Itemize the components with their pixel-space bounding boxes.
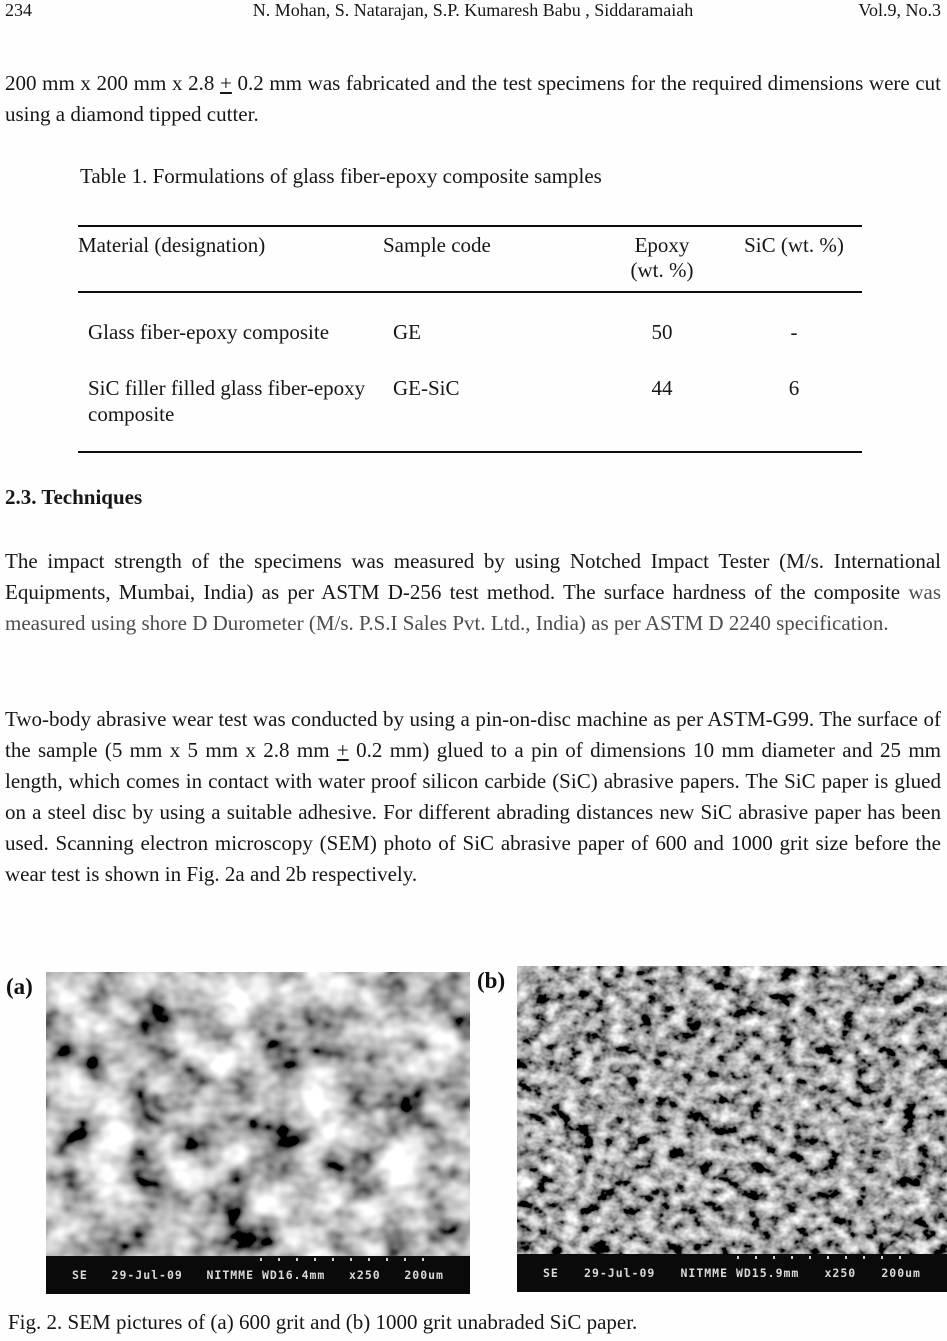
table-row [78,347,862,452]
sem-detector: SE [543,1266,559,1280]
figure-caption: Fig. 2. SEM pictures of (a) 600 grit and (b) 1000 grit unabraded SiC paper. [8,1310,638,1334]
subfigure-label-b: (b) [477,968,506,993]
figure-2 [0,966,947,1298]
table-row [78,292,862,347]
sem-image-600-grit [46,972,470,1294]
sem-micrograph-b [517,966,947,1254]
table-caption: Table 1. Formulations of glass fiber-epoxy composite samples [80,164,602,188]
col-header-epoxy-unit: (wt. %) [630,258,694,282]
sem-scale-ticks [260,1258,440,1261]
col-header-sic [726,226,862,292]
cell-epoxy-1: 50 [651,320,673,344]
table-header-row [78,226,862,292]
sem-stage-info: NITMME WD16.4mm [206,1268,326,1282]
paragraph-wear-test [5,704,941,890]
plus-minus-symbol: + [220,71,232,95]
col-header-epoxy [598,226,726,292]
col-header-sample-code-label: Sample code [383,233,491,257]
cell-sic-1: - [790,320,798,344]
col-header-material [78,226,383,292]
paragraph-impact-hardness [5,546,941,639]
formulations-table [78,225,862,453]
page-number: 234 [5,0,32,20]
subfigure-label-a: (a) [6,974,33,999]
paragraph-fabrication-text: 200 mm x 200 mm x 2.8 [5,71,220,95]
cell-code-2: GE-SiC [393,376,460,400]
col-header-sample-code [383,226,598,292]
running-header [5,0,941,21]
cell-epoxy-2: 44 [651,376,673,400]
sem-detector: SE [72,1268,88,1282]
plus-minus-symbol: + [336,738,349,762]
sem-info-bar-b [517,1254,947,1292]
sem-scale: 200um [404,1268,444,1282]
cell-sic-2: 6 [788,376,800,400]
cell-material-1: Glass fiber-epoxy composite [88,320,330,344]
col-header-sic-label: SiC (wt. %) [744,233,844,257]
paragraph-fabrication [5,68,941,130]
section-heading-techniques: 2.3. Techniques [5,485,143,509]
sem-scale-ticks [737,1256,917,1259]
sem-magnification: x250 [824,1266,857,1280]
sem-date: 29-Jul-09 [584,1266,656,1280]
paragraph-wear-text-cont: 0.2 mm) glued to a pin of dimensions 10 mm diameter and 25 mm length, which comes in contact with water proof silicon carbide (SiC) abrasive papers. The SiC paper is glued on a steel disc by using a suitable adhesive. For different abrading distances new SiC abrasive paper has been used. Scanning electron microscopy (SEM) photo of SiC abrasive paper of 600 and 1000 grit size before the wear test is shown in Fig. 2a and 2b respectively. [5,738,941,886]
sem-micrograph-a [46,972,470,1256]
cell-material-2: SiC filler filled glass fiber-epoxy composite [88,376,366,426]
col-header-epoxy-label: Epoxy [634,233,690,257]
paragraph-hardness-gray-text: was measured using shore D Durometer (M/s. P.S.I Sales Pvt. Ltd., India) as per ASTM D 2240 specification. [5,580,941,635]
sem-stage-info: NITMME WD15.9mm [680,1266,800,1280]
volume-issue: Vol.9, No.3 [858,0,941,20]
paragraph-impact-text: The impact strength of the specimens was measured by using Notched Impact Tester (M/s. International Equipments, Mumbai, India) as per ASTM D-256 test method. The surface hardness of the composite [5,549,941,604]
running-authors: N. Mohan, S. Natarajan, S.P. Kumaresh Babu , Siddaramaiah [252,0,694,20]
sem-scale: 200um [881,1266,921,1280]
paragraph-fabrication-text-cont: 0.2 mm was fabricated and the test specimens for the required dimensions were cut using a diamond tipped cutter. [5,71,942,126]
paragraph-wear-text: Two-body abrasive wear test was conducted by using a pin-on-disc machine as per ASTM-G99. The surface of the sample (5 mm x 5 mm x 2.8 mm [5,707,941,762]
formulations-table-grid [78,225,862,453]
sem-info-bar-a [46,1256,470,1294]
col-header-material-label: Material (designation) [78,233,266,257]
sem-date: 29-Jul-09 [111,1268,183,1282]
sem-magnification: x250 [349,1268,381,1282]
cell-code-1: GE [393,320,421,344]
sem-image-1000-grit [517,966,947,1292]
